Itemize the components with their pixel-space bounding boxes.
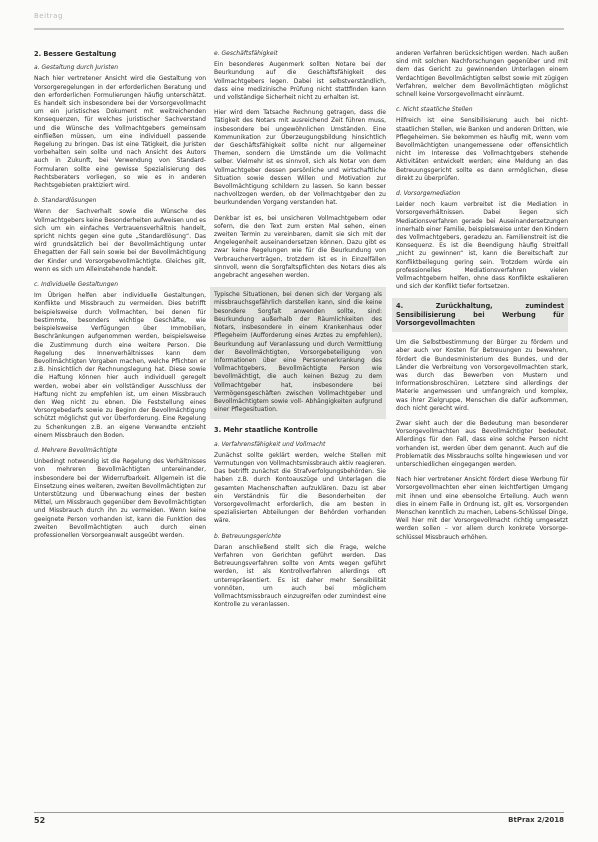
paragraph: Leider noch kaum verbreitet ist die Mediation in Vorsorgeverhältnissen. Dabei liegen sich Mediationsverfahren gerade bei Auseinandersetzungen innerhalb einer Familie, beispielsweise unter den Kindern des Vollmachtgebers, geradezu an. Familienstreit ist die Konsequenz. Es ist die Beendigung häufig Streitfall „nicht zu gewinnen“ ist, kann die Bereitschaft zur Konfliktbeilegung gering sein. Trotzdem würde ein professionelles Mediationsverfahren vielen Vollmachtgebern helfen, ohne dass Konflikte eskalieren und sich der Konflikt tiefer fortsetzen.: [396, 201, 568, 291]
header-rule: [34, 28, 564, 30]
subsection-heading: e. Geschäftsfähigkeit: [214, 50, 278, 57]
column-left: [34, 50, 206, 547]
paragraph: Im Übrigen helfen aber individuelle Gestaltungen, Konflikte und Missbrauch zu vermeiden. Dies betrifft beispielsweise durch Vollmachten, bei denen für bestimmte, besonders wichtige Geschäfte, wie beispielsweise Verfügungen über Immobilien, Beschränkungen aufgenommen werden, beispielsweise die Zustimmung durch eine weitere Person. Die Regelung des Innenverhältnisses kann dem Bevollmächtigten Vorgaben machen, welche Pflichten er z.B. hinsichtlich der Rechnungslegung hat. Diese sowie die Haftung können hier auch individuell geregelt werden, wobei aber ein vollständiger Ausschluss der Haftung nicht zu empfehlen ist, um einen Missbrauch den Weg nicht zu ebnen. Die Feststellung eines Vorsorgebedarfs sowie zu Beginn der Bevollmächtigung schützt möglichst gut vor Überforderung. Eine Regelung zu Schenkungen z.B. an eigene Verwandte entzieht einem Missbrauch den Boden.: [34, 292, 206, 439]
header-tag: Beitrag: [34, 12, 63, 20]
highlight-box: Typische Situationen, bei denen sich der Vorgang als missbrauchsgefährlich darstellen kann, sind die keine besondere Sorgfalt anwenden sollte, sind: Beurkundung außerhalb der Räumlichkeiten des Notars, insbesondere in einem Krankenhaus oder Pflegeheim (Aufforderung eines Arztes zu empfehlen), Beurkundung auf Veranlassung und durch Vermittlung der Bevollmächtigten, Vorsorgebeteiligung von Informationen über eine Personenerkrankung des Vollmachtgebers, Bevollmächtigte Person wie bevollmächtigt, die auch keinen Bezug zu dem Vollmachtgeber hat, insbesondere bei Vermögensgeschäften zwischen Vollmachtgeber und Bevollmächtigtem sowie voll- Abhängigkeiten aufgrund einer Pflegesituation.: [210, 287, 386, 419]
subsection-heading: a. Verfahrensfähigkeit und Vollmacht: [214, 440, 326, 448]
section-heading: 4. Zurückhaltung, zumindest Sensibilisierung bei Werbung für Vorsorgevollmachten: [392, 298, 568, 332]
subsection-heading: b. Betreuungsgerichte: [214, 532, 282, 540]
paragraph: Daran anschließend stellt sich die Frage, welche Verfahren von Gerichten geführt werden. Das Betreuungsverfahren sollte von Amts wegen geführt werden, ist als Kontrollverfahren allerdings oft unterrepräsentiert. Es ist daher mehr Sensibilität vonnöten, um auch bei möglichem Vollmachtsmissbrauch einzugreifen oder zumindest eine Kontrolle zu veranlassen.: [214, 543, 386, 609]
page-number: 52: [34, 816, 46, 825]
journal-name: BtPrax 2/2018: [508, 816, 564, 824]
subsection-heading: c. Nicht staatliche Stellen: [396, 106, 473, 114]
paragraph: Ein besonderes Augenmerk sollten Notare bei der Beurkundung auf die Geschäftsfähigkeit des Vollmachtgebers legen. Dabei ist selbstverständlich, dass eine medizinische Prüfung nicht stattfinden kann und vollständige Sicherheit nicht zu erhalten ist.: [214, 61, 386, 102]
section-heading: 2. Bessere Gestaltung: [34, 50, 117, 58]
paragraph: Denkbar ist es, bei unsicheren Vollmachtgebern oder sofern, die den Text zum ersten Mal sehen, einen zweiten Termin zu vereinbaren, damit sie sich mit der Angelegenheit auseinandersetzen können. Dazu gibt es zwar keine Regelungen wie für die Beurkundung von Verbraucherverträgen, trotzdem ist es in Einzelfällen sinnvoll, wenn die Sorgfaltspflichten des Notars dies als angebracht angesehen werden.: [214, 214, 386, 280]
footer-rule: [34, 812, 564, 813]
paragraph: Zunächst sollte geklärt werden, welche Stellen mit Vermutungen von Vollmachtsmissbrauch aktiv reagieren. Das betrifft zunächst die Strafverfolgungsbehörden. Sie haben z.B. durch Kontoauszüge und Unterlagen die gesamten Machenschaften aufzuklären. Dazu ist aber ein Verständnis für die Besonderheiten der Vorsorgevollmacht erforderlich, die am besten in spezialisierten Abteilungen der Behörden vorhanden wäre.: [214, 451, 386, 525]
subsection-heading: b. Standardlösungen: [34, 197, 97, 205]
column-right: [396, 50, 568, 549]
paragraph: Unbedingt notwendig ist die Regelung des Verhältnisses von mehreren Bevollmächtigten untereinander, insbesondere bei der Widerrufbarkeit. Allgemein ist die Einsetzung eines weiteren, zweiten Bevollmächtigten zur Unterstützung und Überwachung eines der besten Mittel, um Missbrauch gegenüber dem Bevollmächtigten und Missbrauch durch ihn zu vermeiden. Wenn keine geeignete Person vorhanden ist, kann die Funktion des zweiten Bevollmächtigten auch durch einen professionellen Vorsorgeanwalt ausgeübt werden.: [34, 458, 206, 539]
paragraph: Zwar sieht auch der die Bedeutung man besonderer Vorsorgevollmachten aus Bevollmächtigter bedeutet. Allerdings für den Fall, dass eine solche Person nicht vorhanden ist, werden über dem genannt. Auch auf die Problematik des Missbrauchs sollte hingewiesen und vor unterschiedlichen eingegangen werden.: [396, 419, 568, 468]
subsection-heading: a. Gestaltung durch Juristen: [34, 64, 119, 72]
paragraph: Wenn der Sachverhalt sowie die Wünsche des Vollmachtgebers keine Besonderheiten aufweisen und es sich um ein einfaches Vertrauensverhältnis handelt, spricht nichts gegen eine gute „Standardlösung“. Das wird grundsätzlich bei der Bevollmächtigung unter Ehegatten der Fall sein sowie bei der Bevollmächtigung der Kinder und Vorsorgebevollmächtigte. Gleiches gilt, wenn es sich um Alleinstehende handelt.: [34, 208, 206, 273]
subsection-heading: c. Individuelle Gestaltungen: [34, 281, 119, 289]
paragraph: Um die Selbstbestimmung der Bürger zu fördern und aber auch vor Kosten für Betreuungen zu bewahren, fördert die Bundesministerium des Bundes, und der Länder die Verbreitung von Vorsorgevollmachten stark, was durch das Bewerben von Mustern und Informationsbroschüren. Letztere sind allerdings der Materie angemessen und umfangreich und komplex, was ihrer Zielgruppe, Menschen die dafür aufkommen, doch nicht gerecht wird.: [396, 339, 568, 412]
paragraph: anderen Verfahren berücksichtigen werden. Nach außen sind mit solchen Nachforschungen gegenüber und mit dem das Gericht zu gewinnenden Unterlagen einem Verdachtigen Bevollmächtigten selbst sowie mit zügigen Verfahren, welcher dem Bevollmächtigten möglichst schnell keine Vorsorgevollmacht einräumt.: [396, 50, 568, 99]
paragraph: Hier wird dem Tatsache Rechnung getragen, dass die Tätigkeit des Notars mit ausreichend Zeit führen muss, insbesondere bei ungewöhnlichen Umständen. Eine Kommunikation zur Überzeugungsbildung hinsichtlich der Geschäftsfähigkeit sollte nicht nur allgemeiner Themen, sondern die Umstände um die Vollmacht selber. Vielmehr ist es sinnvoll, sich als Notar von dem Vollmachtgeber dessen persönliche und wirtschaftliche Situation sowie dessen Willen und Motivation zur Bevollmächtigung schildern zu lassen. So kann besser nachvollzogen werden, ob der Vollmachtgeber den zu beurkundenden Vorgang verstanden hat.: [214, 109, 386, 207]
paragraph: Nach hier vertretener Ansicht fördert diese Werbung für Vorsorgevollmachten eher einen leichtfertigen Umgang mit ihnen und eine ebensolche Erteilung. Auch wenn dies in einem Falle in Ordnung ist, gilt es, Vorsorgenden Menschen kenntlich zu machen, Lebens-Schlüssel Dinge, Weil hier mit der Vorsorgevollmacht richtig umgesetzt werden sollen – vor allem durch konkrete Vorsorge-schlüssel Missbrauch erhöhen.: [396, 476, 568, 541]
subsection-heading: d. Mehrere Bevollmächtigte: [34, 446, 118, 454]
paragraph: Hilfreich ist eine Sensibilisierung auch bei nicht-staatlichen Stellen, wie Banken und anderen Dritten, wie Pflegeheimen. Sie bekommen es häufig mit, wenn vom Bevollmächtigten unangemessene oder offensichtlich nicht im Interesse des Vollmachtgebers stehende Aktivitäten entwickelt werden; eine Meldung an das Betreuungsgericht sollte es dann ermöglichen, diese direkt zu überprüfen.: [396, 117, 568, 182]
paragraph: Nach hier vertretener Ansicht wird die Gestaltung von Vorsorgeregelungen in der erforderlichen Beratung und den erforderlichen Formulierungen häufig unterschätzt. Es handelt sich insbesondere bei der Vorsorgevollmacht um ein juristisches Dokument mit weitreichenden Konsequenzen, für welches juristischer Sachverstand und die Wünsche des Vollmachtgebers gemeinsam einfließen müssen, um eine individuell passende Regelung zu bringen. Das ist eine Tätigkeit, die Juristen vorbehalten sein sollte und nach Ansicht des Autors auch in Zukunft, bei Verwendung von Standard-Formularen sollte eine gewisse Spezialisierung des Rechtsberaters vorliegen, so wie es in anderen Rechtsgebieten praktiziert wird.: [34, 75, 206, 190]
column-middle: [214, 50, 386, 616]
section-heading: 3. Mehr staatliche Kontrolle: [214, 426, 318, 435]
subsection-heading: d. Vorsorgemediation: [396, 190, 461, 198]
